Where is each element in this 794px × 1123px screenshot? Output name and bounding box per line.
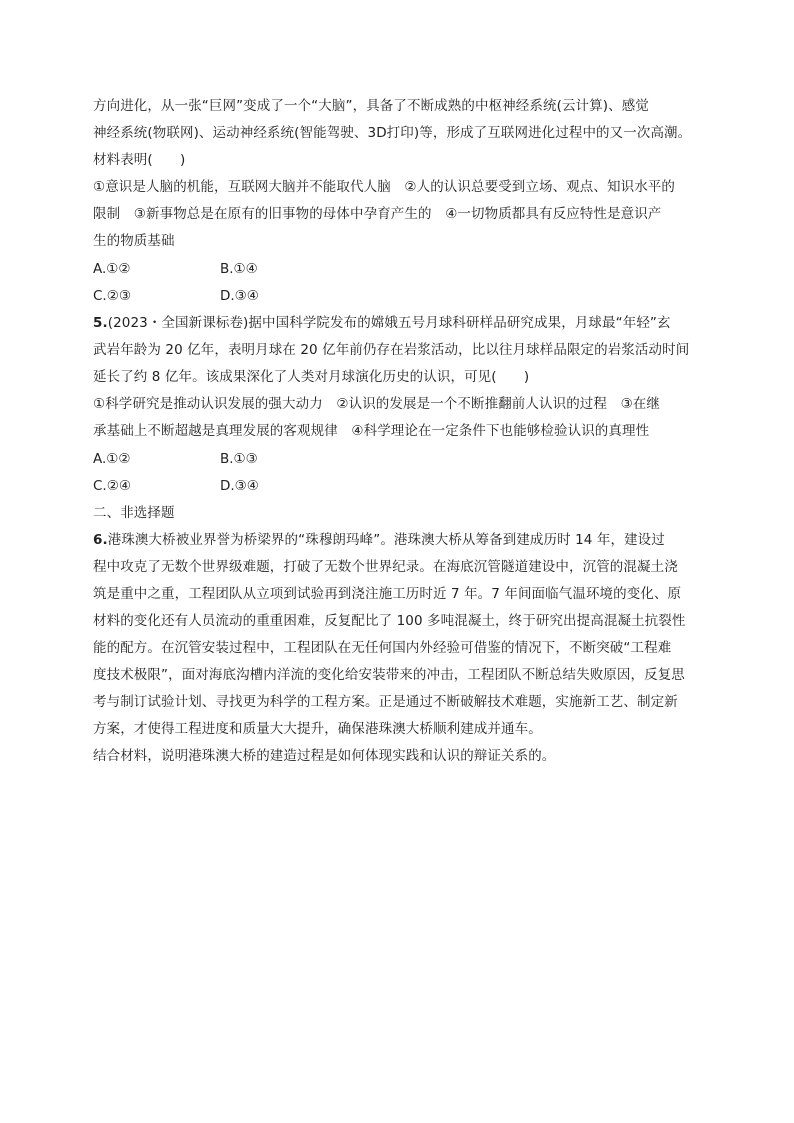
- q6-para-line-4: 材料的变化还有人员流动的重重困难，反复配比了 100 多吨混凝土，终于研究出提高混凝土抗裂性: [93, 613, 686, 629]
- q4-stem-line-2: 神经系统(物联网)、运动神经系统(智能驾驶、3D打印)等，形成了互联网进化过程中的又一次高潮。: [93, 125, 692, 141]
- q5-stem-text: (2023・全国新课标卷)据中国科学院发布的嫦娥五号月球科研样品研究成果，月球最“年轻”玄: [107, 315, 671, 331]
- q5-number: 5.: [93, 315, 108, 331]
- q6-question: 结合材料，说明港珠澳大桥的建造过程是如何体现实践和认识的辩证关系的。: [93, 748, 556, 764]
- q4-statements-line-1: ①意识是人脑的机能，互联网大脑并不能取代人脑 ②人的认识总要受到立场、观点、知识水平的: [93, 179, 676, 195]
- q5-statements-line-1: ①科学研究是推动认识发展的强大动力 ②认识的发展是一个不断推翻前人认识的过程 ③在继: [93, 396, 661, 412]
- q5-statements-line-2: 承基础上不断超越是真理发展的客观规律 ④科学理论在一定条件下也能够检验认识的真理性: [93, 423, 650, 439]
- q5-stem-line-1: [93, 314, 671, 332]
- q5-option-d: D.③④: [220, 478, 259, 494]
- q4-option-b: B.①④: [220, 261, 258, 277]
- q4-option-a: A.①②: [93, 261, 131, 277]
- q6-para-line-1: [93, 531, 665, 549]
- q5-stem-line-2: 武岩年龄为 20 亿年，表明月球在 20 亿年前仍存在岩浆活动，比以往月球样品限定的岩浆活动时间: [93, 342, 690, 358]
- q6-para-line-8: 方案，才使得工程进度和质量大大提升，确保港珠澳大桥顺利建成并通车。: [93, 721, 542, 737]
- q4-option-d: D.③④: [220, 288, 259, 304]
- q6-para-line-2: 程中攻克了无数个世界级难题，打破了无数个世界纪录。在海底沉管隧道建设中，沉管的混凝土浇: [93, 559, 678, 575]
- q4-statements-line-3: 生的物质基础: [93, 233, 175, 249]
- q6-para-line-6: 度技术极限”，面对海底沟槽内洋流的变化给安装带来的冲击，工程团队不断总结失败原因，反复思: [93, 667, 685, 683]
- q4-stem-line-1: 方向进化，从一张“巨网”变成了一个“大脑”，具备了不断成熟的中枢神经系统(云计算)、感觉: [93, 98, 649, 114]
- section-title: 二、非选择题: [93, 505, 175, 521]
- q6-number: 6.: [93, 532, 108, 548]
- q6-para-line-5: 能的配方。在沉管安装过程中，工程团队在无任何国内外经验可借鉴的情况下，不断突破“工程难: [93, 640, 672, 656]
- q4-prompt: 材料表明( ): [93, 152, 186, 168]
- q5-option-c: C.②④: [93, 478, 131, 494]
- q6-para-line-7: 考与制订试验计划、寻找更为科学的工程方案。正是通过不断破解技术难题，实施新工艺、制定新: [93, 694, 678, 710]
- q5-stem-line-3: 延长了约 8 亿年。该成果深化了人类对月球演化历史的认识，可见( ): [93, 369, 530, 385]
- q5-option-a: A.①②: [93, 451, 131, 467]
- q6-para-text: 港珠澳大桥被业界誉为桥梁界的“珠穆朗玛峰”。港珠澳大桥从筹备到建成历时 14 年，建设过: [107, 532, 665, 548]
- q6-para-line-3: 筑是重中之重，工程团队从立项到试验再到浇注施工历时近 7 年。7 年间面临气温环境的变化、原: [93, 586, 682, 602]
- q4-option-c: C.②③: [93, 288, 131, 304]
- q4-statements-line-2: 限制 ③新事物总是在原有的旧事物的母体中孕育产生的 ④一切物质都具有反应特性是意识产: [93, 206, 662, 222]
- q5-option-b: B.①③: [220, 451, 258, 467]
